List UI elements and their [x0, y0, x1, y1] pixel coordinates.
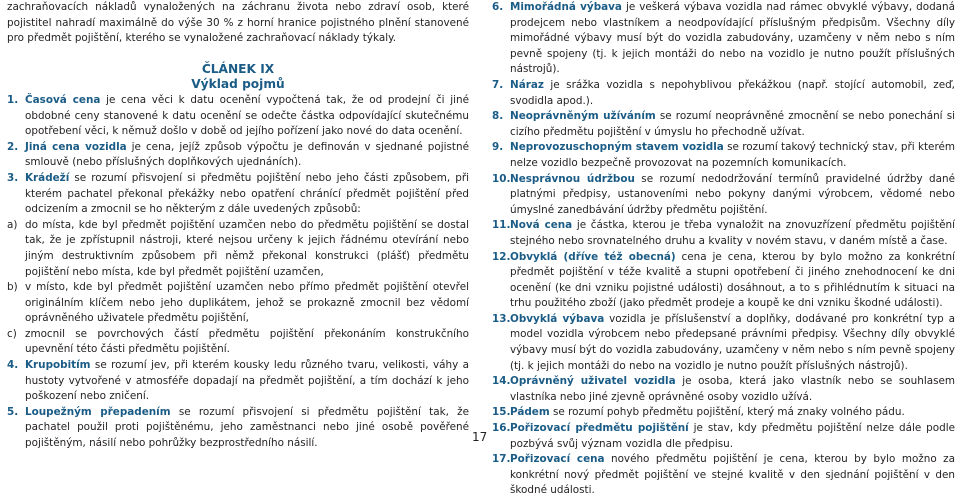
definition-item	[492, 250, 955, 312]
item-number: 6.	[492, 1, 504, 13]
definition-item	[7, 358, 469, 405]
item-text: se rozumí pohyb předmětu pojištění, který má znaky volného pádu.	[549, 406, 905, 419]
item-term: Krádeží	[25, 171, 70, 184]
item-number: 4.	[7, 359, 19, 372]
item-term: Pádem	[510, 406, 550, 419]
item-text: se rozumí jev, při kterém kousky ledu různého tvaru, velikosti, váhy a hustoty vytvořené v atmosféře dopadají na předmět pojištění, a tím dochází k jeho poškození nebo zničení.	[25, 359, 469, 403]
item-number: 15.	[492, 406, 511, 419]
item-text: se rozumí přisvojení si předmětu pojištění nebo jeho části způsobem, při kterém pachatel překonal překážky nebo opatření chránící předmět pojištění před odcizením a zmocnil se ho některým z dále uvedených způsobů:	[25, 171, 469, 216]
item-term: Oprávněný uživatel vozidla	[510, 375, 676, 388]
item-term: Obvyklá (dříve též obecná)	[510, 250, 676, 263]
item-term: Náraz	[510, 78, 544, 91]
item-term: Jiná cena vozidla	[25, 140, 127, 153]
definition-item	[7, 171, 469, 218]
definition-item	[492, 218, 955, 249]
definition-item	[492, 172, 955, 219]
item-text: je srážka vozidla s nepohyblivou překážkou (např. stojící automobil, zeď, svodidla apod.).	[510, 78, 955, 107]
item-term: Krupobitím	[25, 359, 91, 372]
sub-item-text: v místo, kde byl předmět pojištění uzamčen nebo přímo předmět pojištění otevřel originálním klíčem nebo jeho duplikátem, jehož se prokazně zmocnil bez vědomí oprávněného uživatele předmětu pojištění,	[25, 281, 469, 325]
item-text: nového předmětu pojištění je cena, kterou by bylo možno za konkrétní nový předmět pojištění ve stejné kvalitě v den sjednání pojištění v den škodné události.	[510, 453, 955, 497]
item-text: je stav, kdy předmětu pojištění nelze dále podle pozbývá svůj význam vozidla dle předpisu.	[510, 422, 955, 450]
definition-item	[492, 78, 955, 109]
article-heading	[7, 62, 469, 93]
article-title: ČLÁNEK IX	[201, 61, 275, 76]
left-column	[7, 0, 469, 452]
item-term: Pořizovací cena	[510, 453, 605, 466]
sub-item	[7, 218, 469, 280]
item-text: se rozumí nedodržování termínů pravidelné údržby dané platnými předpisy, ustanoveními nebo pokyny danými výrobcem, vědomé nebo úmyslné zanedbávání údržby předmětu pojištění.	[510, 172, 955, 216]
item-text: cena je cena, kterou by bylo možno za konkrétní předmět pojištění v téže kvalitě a stupni opotřebení či jiného znehodnocení ke dni ocenění (ke dni vzniku pojistné události) dosáhnout, a to s přihlédnutím k situaci na trhu použitého zboží (jako předmět prodeje a koupě ke dni vzniku škodné události).	[510, 250, 955, 310]
item-text: je osoba, která jako vlastník nebo se souhlasem vlastníka nebo jiné zjevně oprávněné osoby vozidlo užívá.	[510, 375, 956, 403]
item-text: se rozumí takový technický stav, při kterém nelze vozidlo bezpečně provozovat na pozemních komunikacích.	[510, 141, 956, 169]
item-term: Obvyklá výbava	[510, 312, 605, 325]
definition-item	[492, 140, 955, 171]
definition-item	[492, 109, 955, 140]
sub-item-text: do místa, kde byl předmět pojištění uzamčen nebo do předmětu pojištění se dostal tak, že je zpřístupnil nástroji, které nejsou určeny k jejich řádnému otevírání nebo jiným destruktivním způsobem při němž překonal konstrukci (plášť) předmětu pojištění nebo místa, kde byl předmět pojištění uzamčen,	[25, 218, 469, 278]
item-number: 11.	[492, 219, 511, 232]
item-number: 12.	[492, 250, 511, 263]
item-text: se rozumí neoprávněné zmocnění se nebo ponechání si cizího předmětu pojištění v úmyslu ho přechodně užívat.	[510, 110, 955, 138]
definition-item	[7, 140, 469, 171]
item-number: 10.	[492, 172, 511, 185]
definition-item	[492, 312, 955, 374]
sub-item-letter: a)	[7, 218, 18, 231]
right-column	[492, 0, 955, 499]
item-number: 9.	[492, 141, 504, 154]
sub-item-letter: c)	[7, 327, 17, 340]
page-number: 17	[472, 430, 488, 444]
item-term: Nesprávnou údržbou	[510, 172, 635, 185]
item-number: 7.	[492, 78, 504, 91]
item-number: 5.	[7, 405, 19, 418]
definition-item	[7, 93, 469, 140]
definition-item	[492, 0, 955, 78]
item-number: 14.	[492, 375, 511, 388]
item-text: je cena, jejíž způsob výpočtu je definován v sjednané pojistné smlouvě (nebo příslušných doplňkových ujednáních).	[25, 140, 469, 169]
item-term: Nová cena	[510, 219, 573, 232]
item-text: je cena věci k datu ocenění vypočtená tak, že od prodejní či jiné obdobné ceny stanovené k datu ocenění se odečte částka odpovídající skutečnému opotřebení věci, k němuž došlo v době od jejího pořízení jako nové do data ocenění.	[25, 93, 470, 138]
item-term: Neprovozuschopným stavem vozidla	[510, 141, 724, 154]
definition-item	[492, 452, 955, 499]
item-number: 3.	[7, 171, 19, 184]
item-term: Časová cena	[25, 93, 101, 106]
item-text: vozidla je příslušenství a doplňky, dodávané pro konkrétní typ a model vozidla výrobcem nebo předepsané právními předpisy. Všechny díly obvyklé výbavy musí být do vozidla zabudovány, uzamčeny v něm nebo s ním pevně spojeny (tj. k jejich montáži do nebo na vozidlo je nutno použít příslušných nástrojů).	[510, 312, 955, 372]
item-text: je veškerá výbava vozidla nad rámec obvyklé výbavy, dodaná prodejcem nebo vlastníkem a neodpovídající příslušným předpisům. Všechny díly mimořádné výbavy musí být do vozidla zabudovány, uzamčeny v něm nebo s ním pevně spojeny (tj. k jejich montáži do nebo na vozidlo je nutno použít příslušných nástrojů).	[510, 1, 956, 76]
definition-item	[492, 405, 955, 421]
item-term: Loupežným přepadením	[25, 405, 171, 418]
item-number: 1.	[7, 93, 19, 106]
article-subtitle: Výklad pojmů	[191, 77, 285, 92]
sub-item-text: zmocnil se povrchových částí předmětu pojištění překonáním konstrukčního upevnění této části předmětu pojištění.	[25, 327, 469, 356]
item-number: 8.	[492, 110, 504, 123]
sub-item-letter: b)	[7, 281, 18, 294]
item-term: Pořizovací předmětu pojištění	[510, 422, 689, 435]
sub-item	[7, 327, 469, 358]
item-number: 13.	[492, 312, 511, 325]
item-number: 17.	[492, 453, 511, 466]
item-number: 2.	[7, 140, 19, 153]
item-term: Neoprávněným užíváním	[510, 110, 656, 123]
item-number: 16.	[492, 422, 511, 435]
definition-item	[492, 374, 955, 405]
intro-paragraph: zachraňovacích nákladů vynaložených na záchranu života nebo zdraví osob, které pojistitel nahradí maximálně do výše 30 % z horní hranice pojistného plnění stanovené pro předmět pojištění, kterého se vynaložené zachraňovací náklady týkaly.	[7, 1, 469, 45]
item-text: se rozumí přisvojení si předmětu pojištění tak, že pachatel použil proti pojištěnému, jeho zaměstnanci nebo jiné osobě pověřené pojištěným, násilí nebo pohrůžky bezprostředního násilí.	[25, 405, 469, 450]
definition-item	[492, 421, 955, 452]
item-text: je částka, kterou je třeba vynaložit na znovuzřízení předmětu pojištění stejného nebo srovnatelného druhu a kvality v novém stavu, v daném místě a čase.	[510, 219, 955, 247]
sub-item	[7, 280, 469, 327]
item-term: Mimořádná výbava	[510, 1, 622, 13]
